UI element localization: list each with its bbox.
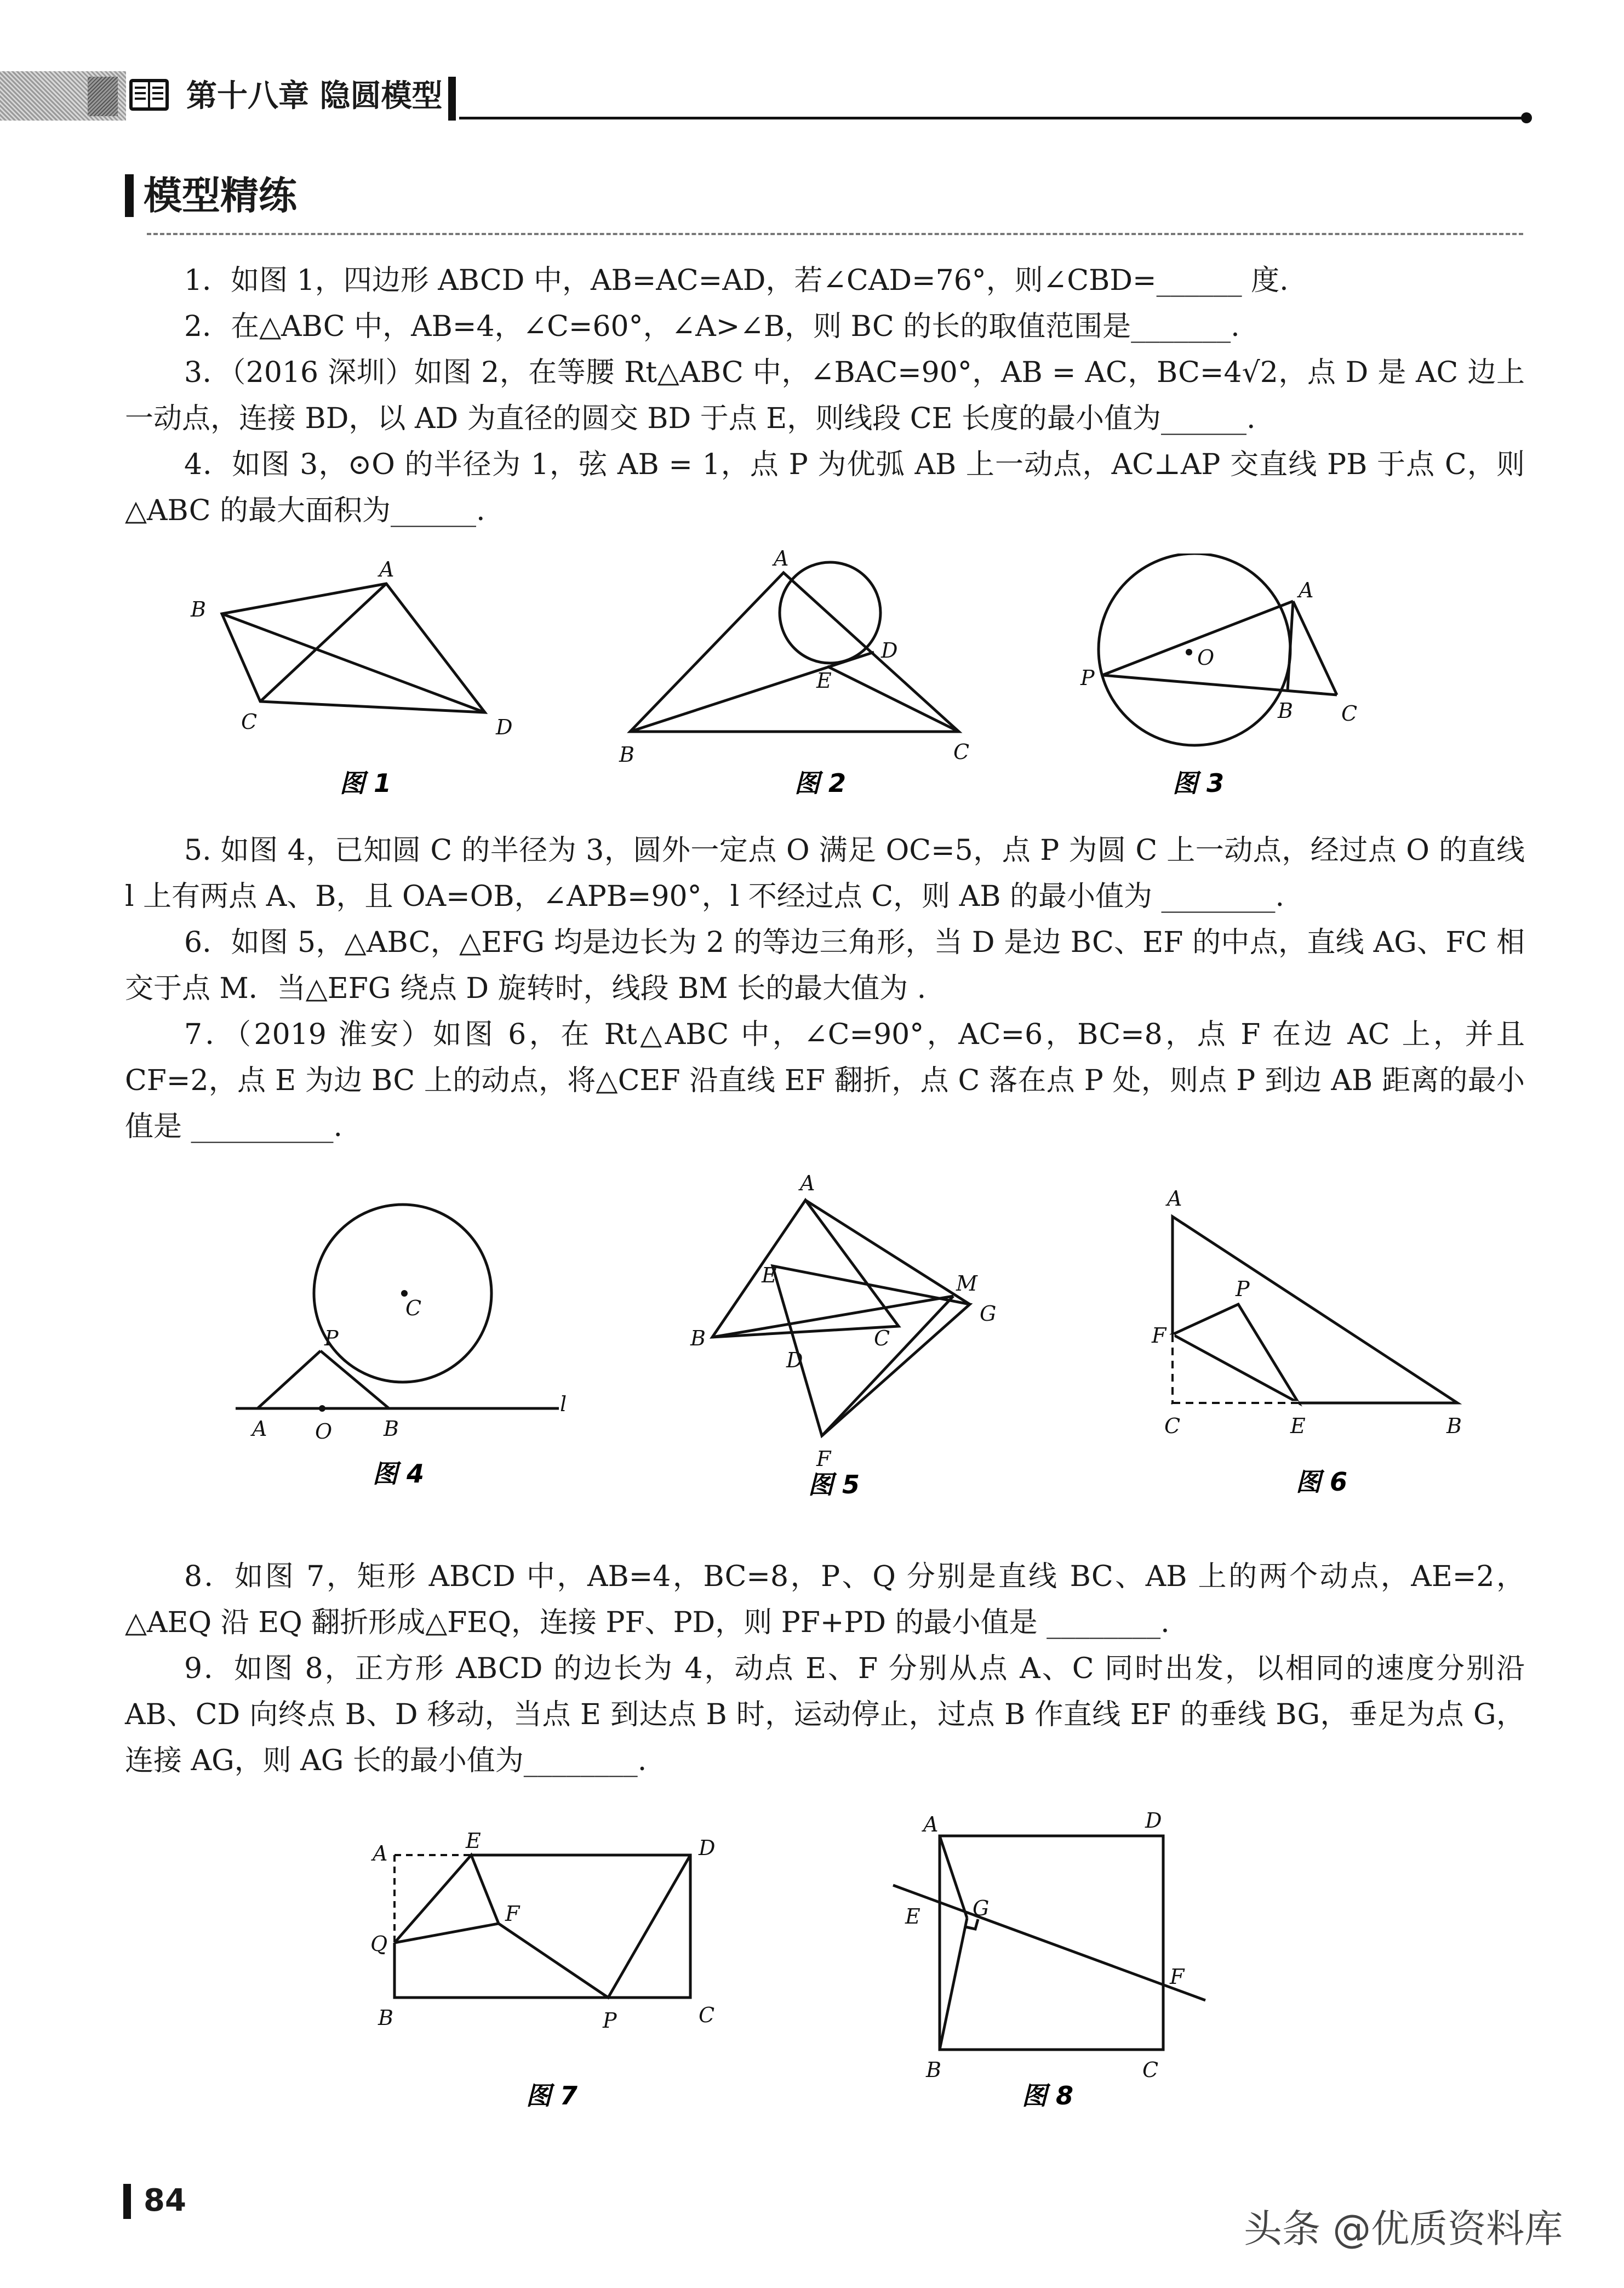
problem-list-b <box>125 828 1525 1150</box>
figure-1 <box>181 554 542 817</box>
fig4-label-a: A <box>252 1417 267 1441</box>
fig5-label-g: G <box>980 1302 997 1326</box>
problem-2: 2．在△ABC 中，AB=4，∠C=60°，∠A>∠B，则 BC 的长的取值范围是_______. <box>184 310 1240 343</box>
open-book-icon <box>127 76 171 114</box>
fig3-center-dot <box>1186 649 1192 655</box>
fig2-label-c: C <box>953 740 970 764</box>
fig1-label-c: C <box>241 710 258 734</box>
fig4-caption: 图 4 <box>373 1459 425 1488</box>
page-number-bar <box>123 2184 131 2219</box>
problem-3: 3．（2016 深圳）如图 2，在等腰 Rt△ABC 中，∠BAC=90°，AB = AC，BC=4√2，点 D 是 AC 边上一动点，连接 BD，以 AD 为直径的圆交 BD 于点 E，则线段 CE 长度的最小值为______. <box>125 356 1525 435</box>
fig7-label-a: A <box>373 1841 388 1865</box>
page-number: 84 <box>144 2183 186 2218</box>
header-texture-accent <box>88 77 118 116</box>
fig4-label-p: P <box>324 1326 339 1350</box>
figure-2 <box>597 543 992 817</box>
fig1-label-d: D <box>496 715 513 739</box>
problem-list-a <box>125 258 1525 534</box>
fig4-point-o <box>319 1405 325 1412</box>
fig7-label-b: B <box>378 2006 393 2030</box>
section-dashed-rule <box>147 233 1523 235</box>
problem-6: 6．如图 5，△ABC，△EFG 均是边长为 2 的等边三角形，当 D 是边 BC、EF 的中点，直线 AG、FC 相交于点 M．当△EFG 绕点 D 旋转时，线段 BM 长的最大值为 . <box>125 926 1525 1005</box>
problem-8: 8．如图 7，矩形 ABCD 中，AB=4，BC=8，P、Q 分别是直线 BC、AB 上的两个动点，AE=2，△AEQ 沿 EQ 翻折形成△FEQ，连接 PF、PD，则 PF+PD 的最小值是 ________. <box>125 1560 1525 1639</box>
fig7-path-fpd <box>499 1855 690 1998</box>
watermark: 头条 @优质资料库 <box>1244 2206 1563 2251</box>
problem-list-c <box>125 1554 1525 1784</box>
fig5-caption: 图 5 <box>808 1470 860 1499</box>
problem-7: 7．（2019 淮安）如图 6，在 Rt△ABC 中，∠C=90°，AC=6，BC=8，点 F 在边 AC 上，并且 CF=2，点 E 为边 BC 上的动点，将△CEF 沿直线 EF 翻折，点 C 落在点 P 处，则点 P 到边 AB 距离的最小值是 __________. <box>125 1018 1525 1143</box>
fig6-triangle-fpe <box>1173 1304 1299 1403</box>
fig7-rectangle-solid <box>394 1855 690 1998</box>
fig6-label-f: F <box>1152 1323 1166 1348</box>
fig7-label-p: P <box>603 2009 617 2033</box>
fig8-label-e: E <box>905 1904 920 1928</box>
fig7-label-d: D <box>699 1836 716 1860</box>
fig3-circle <box>1099 554 1290 745</box>
figure-8 <box>871 1798 1222 2126</box>
header-rule <box>459 117 1528 119</box>
fig8-segment-bg <box>940 1918 967 2050</box>
fig8-segment-ag <box>940 1836 967 1918</box>
fig2-label-b: B <box>619 743 634 767</box>
fig2-label-a: A <box>774 546 789 570</box>
fig4-label-o: O <box>315 1419 333 1443</box>
fig3-label-a: A <box>1299 578 1314 602</box>
fig5-label-b: B <box>690 1326 706 1350</box>
fig2-segment-ce <box>827 666 959 732</box>
chapter-title: 第十八章 隐圆模型 <box>186 78 443 114</box>
fig5-label-c: C <box>874 1326 890 1350</box>
fig5-label-d: D <box>786 1348 803 1372</box>
fig7-triangle-feq <box>394 1855 499 1943</box>
fig2-caption: 图 2 <box>794 768 847 798</box>
fig5-label-m: M <box>956 1271 977 1296</box>
fig6-triangle-abc <box>1173 1217 1457 1403</box>
problem-4: 4．如图 3，⊙O 的半径为 1，弦 AB = 1，点 P 为优弧 AB 上一动点，AC⊥AP 交直线 PB 于点 C，则△ABC 的最大面积为______. <box>125 448 1525 527</box>
fig6-label-p: P <box>1236 1277 1250 1301</box>
fig3-label-c: C <box>1341 701 1358 726</box>
fig6-label-e: E <box>1290 1414 1306 1438</box>
fig8-caption: 图 8 <box>1022 2081 1074 2110</box>
fig8-label-c: C <box>1142 2058 1159 2082</box>
fig3-label-o: O <box>1197 646 1215 670</box>
fig8-label-a: A <box>923 1812 939 1836</box>
fig3-chord-ab <box>1288 601 1293 691</box>
fig4-label-l: l <box>560 1392 567 1416</box>
fig4-label-c: C <box>405 1296 422 1320</box>
fig8-label-b: B <box>926 2058 941 2082</box>
fig5-label-e: E <box>762 1263 777 1287</box>
fig3-label-b: B <box>1278 699 1293 723</box>
fig6-label-a: A <box>1167 1186 1182 1211</box>
fig3-label-p: P <box>1080 666 1095 690</box>
fig7-label-c: C <box>699 2003 715 2027</box>
header-rule-dot <box>1521 112 1532 123</box>
fig5-triangle-abc <box>712 1200 899 1337</box>
fig4-label-b: B <box>384 1417 399 1441</box>
fig8-label-d: D <box>1145 1808 1162 1833</box>
problem-1: 1．如图 1，四边形 ABCD 中，AB=AC=AD，若∠CAD=76°，则∠CBD=______ 度. <box>184 264 1289 297</box>
problem-9: 9．如图 8，正方形 ABCD 的边长为 4，动点 E、F 分别从点 A、C 同时出发，以相同的速度分别沿 AB、CD 向终点 B、D 移动，当点 E 到达点 B 时，运动停止，过点 B 作直线 EF 的垂线 BG，垂足为点 G，连接 AG，则 AG 长的最小值为________. <box>125 1652 1525 1777</box>
fig1-caption: 图 1 <box>340 768 392 798</box>
fig1-diagonal-ac <box>260 584 386 701</box>
figure-6 <box>1140 1178 1512 1502</box>
fig1-label-b: B <box>191 597 206 621</box>
problem-5: 5. 如图 4，已知圆 C 的半径为 3，圆外一定点 O 满足 OC=5，点 P 为圆 C 上一动点，经过点 O 的直线 l 上有两点 A、B，且 OA=OB，∠APB=90°，l 不经过点 C，则 AB 的最小值为 ________. <box>125 834 1525 913</box>
fig4-segment-pa <box>258 1351 321 1408</box>
fig7-label-f: F <box>505 1902 520 1926</box>
fig3-segment-ac <box>1293 601 1337 695</box>
fig5-line-fm <box>822 1296 953 1436</box>
figure-7 <box>351 1819 745 2126</box>
fig5-label-f: F <box>816 1447 831 1471</box>
fig2-label-e: E <box>816 669 832 693</box>
fig7-caption: 图 7 <box>526 2081 578 2110</box>
fig3-segment-pc <box>1102 675 1337 695</box>
figure-4 <box>225 1195 581 1502</box>
figure-5 <box>679 1156 1019 1507</box>
fig7-label-q: Q <box>370 1932 388 1956</box>
fig7-label-e: E <box>466 1829 481 1853</box>
fig8-label-g: G <box>973 1896 990 1920</box>
fig5-label-a: A <box>800 1171 815 1195</box>
fig8-label-f: F <box>1170 1965 1185 1989</box>
fig2-circle <box>780 562 880 663</box>
section-title: 模型精练 <box>144 173 297 218</box>
section-marker-bar <box>125 174 134 217</box>
fig1-label-a: A <box>379 557 394 581</box>
fig6-caption: 图 6 <box>1296 1467 1348 1497</box>
fig6-label-b: B <box>1446 1414 1462 1438</box>
figure-3 <box>1074 554 1414 817</box>
fig1-quadrilateral <box>222 584 485 712</box>
fig6-label-c: C <box>1164 1414 1181 1438</box>
fig3-caption: 图 3 <box>1173 768 1225 798</box>
fig2-label-d: D <box>881 638 898 663</box>
header-divider-bar <box>448 77 456 121</box>
